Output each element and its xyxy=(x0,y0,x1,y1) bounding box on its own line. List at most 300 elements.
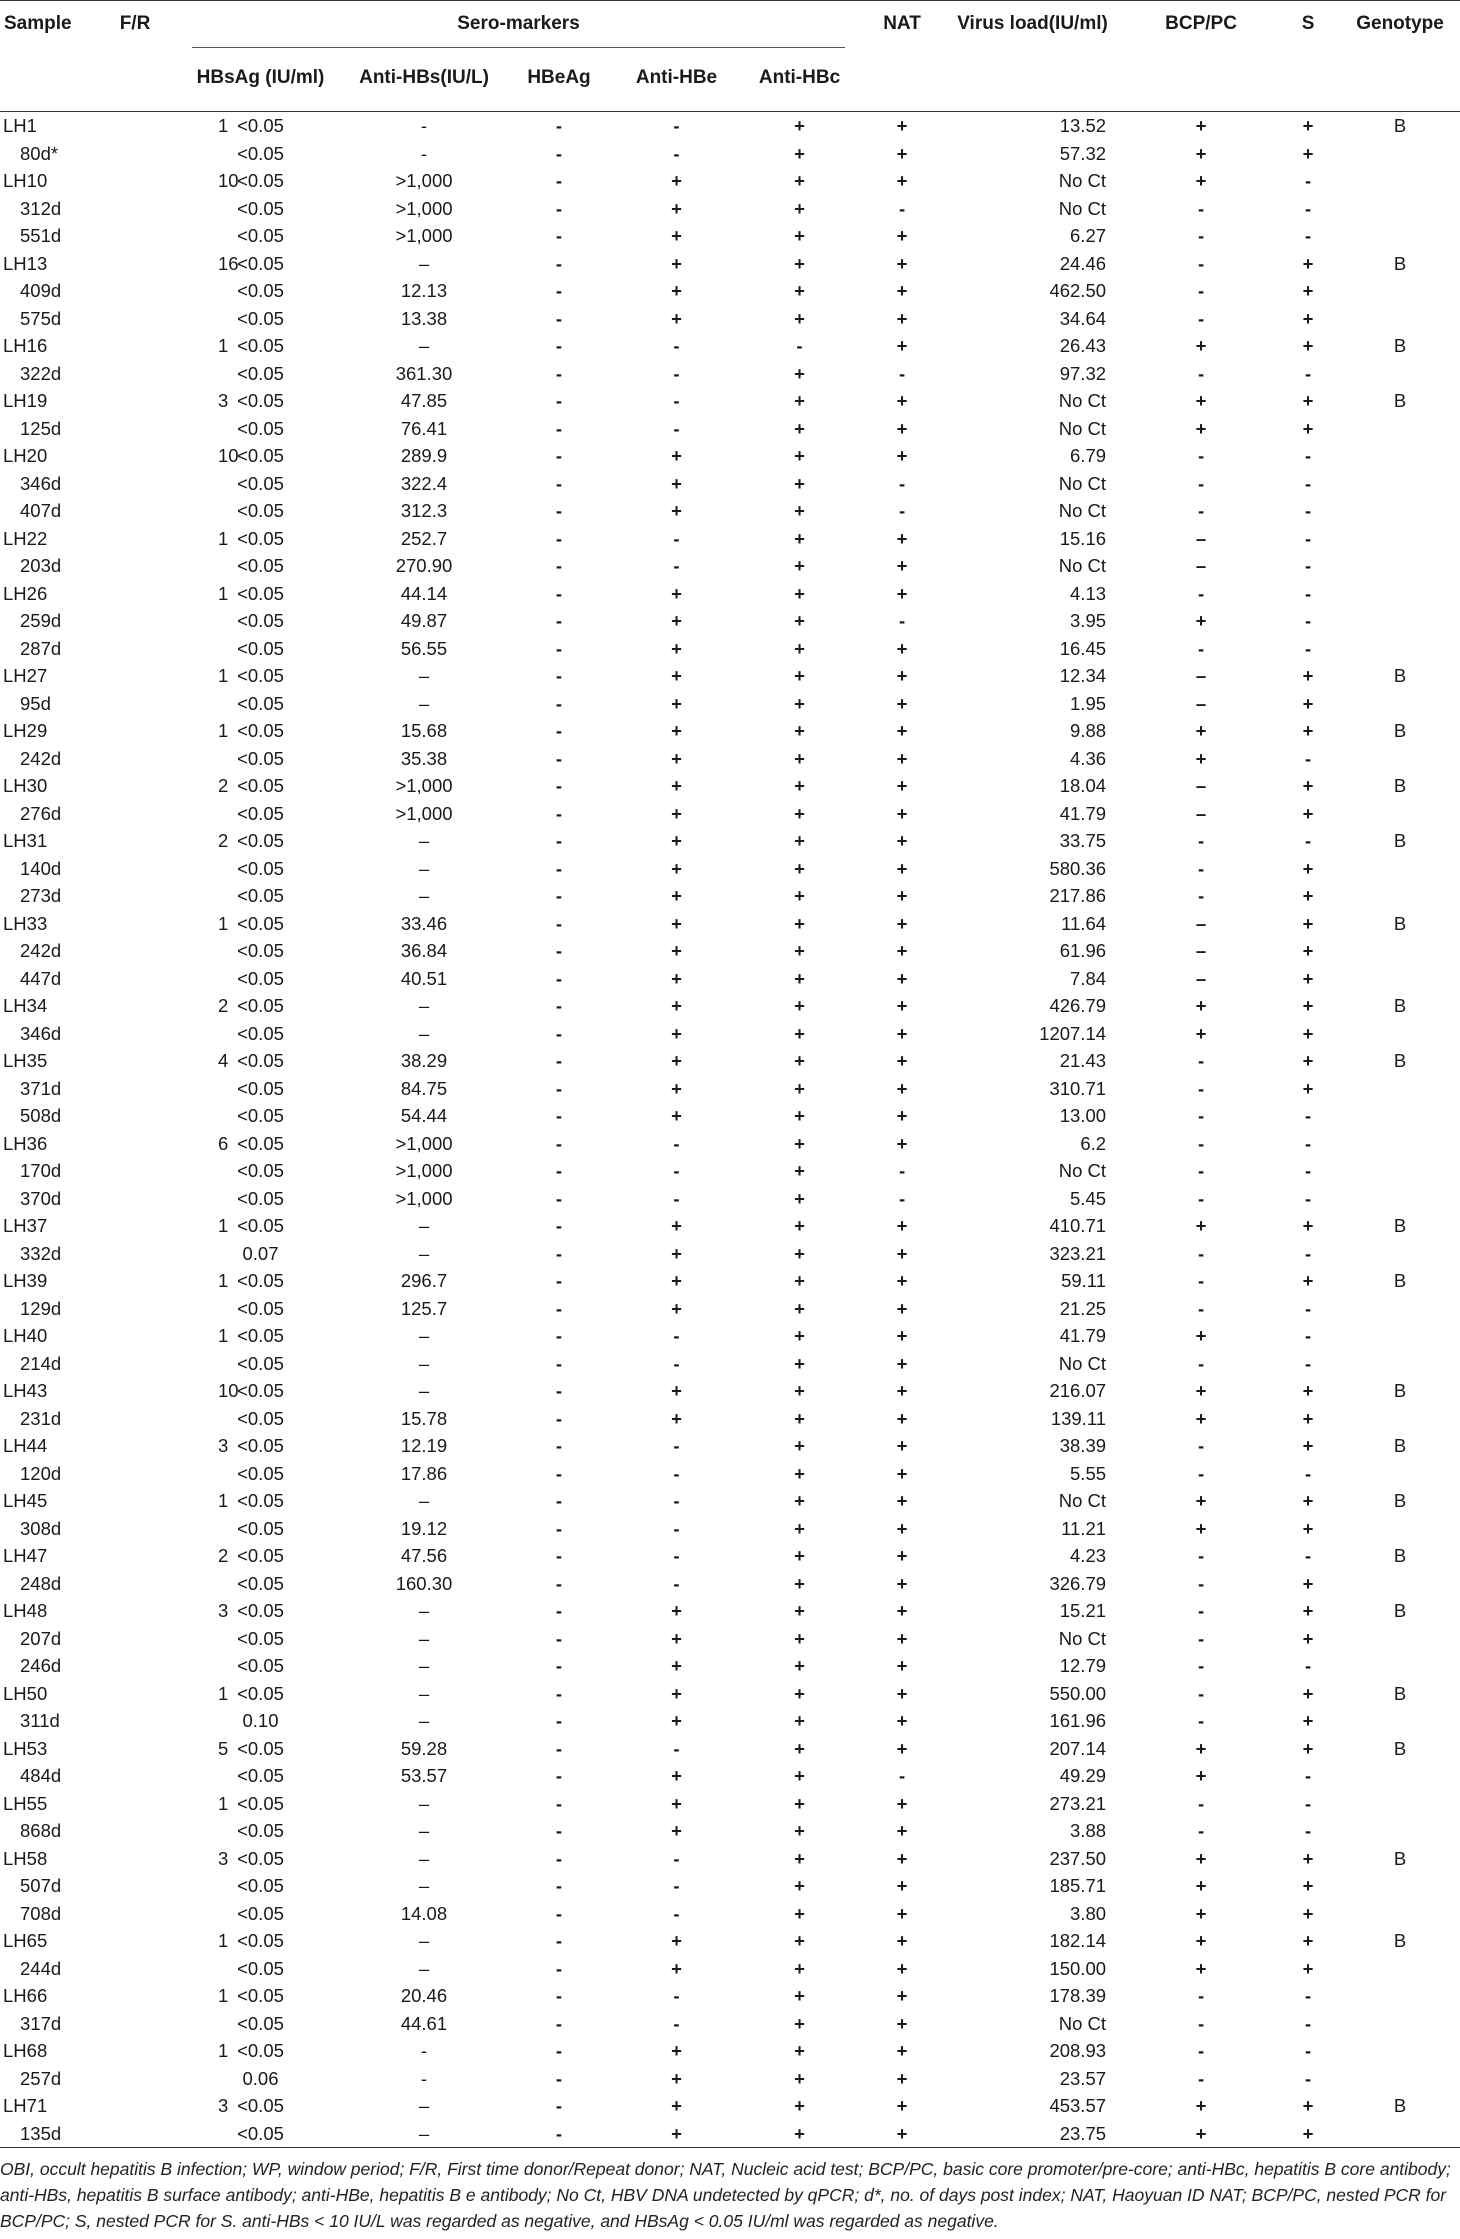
cell-s: + xyxy=(1302,1572,1314,1594)
cell-virus-load: 3.88 xyxy=(1070,1820,1107,1841)
cell-s: - xyxy=(1304,2040,1312,2061)
cell-anti-hbc: + xyxy=(794,1985,805,2006)
cell-fr xyxy=(98,195,172,223)
cell-virus-load: 139.11 xyxy=(1050,1407,1107,1429)
cell-hbsag: <0.05 xyxy=(237,1215,284,1236)
cell-sample: 95d xyxy=(20,692,51,714)
cell-hbeag: - xyxy=(555,885,563,906)
cell-fr xyxy=(98,1075,172,1103)
cell-genotype xyxy=(1340,525,1460,553)
cell-anti-hbc: + xyxy=(794,637,805,659)
cell-virus-load: 3.80 xyxy=(1070,1902,1107,1924)
cell-bcp-pc: – xyxy=(1195,665,1207,686)
cell-nat: + xyxy=(896,995,908,1016)
cell-nat: + xyxy=(896,830,908,851)
header-anti-hbe: Anti-HBe xyxy=(619,57,734,112)
cell-genotype xyxy=(1340,1515,1460,1543)
cell-hbeag: - xyxy=(555,115,563,136)
cell-virus-load: 13.52 xyxy=(1059,115,1107,136)
cell-anti-hbe: + xyxy=(671,637,682,659)
cell-hbsag: <0.05 xyxy=(237,1682,284,1704)
table-row xyxy=(0,1900,1460,1928)
cell-anti-hbc: + xyxy=(794,2095,805,2116)
cell-virus-load: 150.00 xyxy=(1049,1957,1107,1979)
cell-bcp-pc: - xyxy=(1197,1160,1205,1181)
cell-genotype xyxy=(1340,497,1460,525)
cell-bcp-pc: + xyxy=(1195,115,1207,136)
cell-anti-hbc: + xyxy=(794,1875,805,1896)
table-row xyxy=(0,937,1460,965)
cell-fr xyxy=(98,222,172,250)
cell-s: - xyxy=(1304,445,1312,466)
cell-anti-hbs: 125.7 xyxy=(400,1297,448,1319)
cell-anti-hbe: + xyxy=(671,1297,682,1319)
cell-genotype xyxy=(1340,690,1460,718)
table-row xyxy=(0,607,1460,635)
cell-bcp-pc: + xyxy=(1195,1517,1207,1539)
cell-anti-hbe: - xyxy=(673,1132,680,1154)
cell-hbsag: <0.05 xyxy=(237,885,284,906)
cell-hbsag: <0.05 xyxy=(172,2120,349,2148)
cell-hbsag: <0.05 xyxy=(237,2095,284,2116)
header-hbsag: HBsAg (IU/ml) xyxy=(172,57,349,112)
cell-anti-hbe: + xyxy=(671,665,682,686)
cell-anti-hbc: + xyxy=(794,362,805,384)
cell-anti-hbs: 13.38 xyxy=(400,307,448,329)
cell-sample: 868d xyxy=(20,1820,62,1841)
cell-fr xyxy=(98,1405,172,1433)
cell-anti-hbc: + xyxy=(794,1737,805,1759)
cell-nat: + xyxy=(896,1462,908,1484)
cell-hbsag: <0.05 xyxy=(237,912,284,934)
cell-sample: LH53 xyxy=(3,1737,48,1759)
cell-virus-load: 57.32 xyxy=(1059,142,1107,164)
cell-anti-hbe: + xyxy=(671,747,682,769)
cell-s: + xyxy=(1302,115,1314,136)
cell-fr xyxy=(98,965,172,993)
table-row xyxy=(0,1075,1460,1103)
cell-hbeag: - xyxy=(555,2067,563,2089)
cell-genotype: B xyxy=(1393,1215,1407,1236)
cell-anti-hbe: + xyxy=(671,307,682,329)
cell-fr xyxy=(98,1817,172,1845)
cell-genotype: B xyxy=(1393,830,1407,851)
cell-s: + xyxy=(1302,252,1314,274)
cell-anti-hbs: 322.4 xyxy=(400,472,448,494)
cell-genotype xyxy=(1340,552,1460,580)
cell-s: + xyxy=(1302,692,1314,714)
table-row xyxy=(0,2120,1460,2148)
cell-hbsag: <0.05 xyxy=(237,445,284,466)
cell-fr: 1 xyxy=(218,1325,229,1346)
table-row xyxy=(0,525,1460,553)
table-body xyxy=(0,112,1460,2148)
cell-s: + xyxy=(1302,857,1314,879)
cell-anti-hbe: + xyxy=(671,857,682,879)
cell-anti-hbc: + xyxy=(794,857,805,879)
cell-anti-hbs: >1,000 xyxy=(395,775,453,796)
cell-sample: LH37 xyxy=(3,1215,48,1236)
cell-anti-hbs: 47.85 xyxy=(400,390,448,411)
cell-virus-load: 323.21 xyxy=(1049,1242,1107,1264)
header-group-rule xyxy=(192,47,845,48)
cell-fr xyxy=(98,1020,172,1048)
cell-hbeag: - xyxy=(555,1325,563,1346)
cell-sample: 507d xyxy=(20,1875,62,1896)
cell-genotype xyxy=(1340,937,1460,965)
cell-anti-hbc: + xyxy=(794,1297,805,1319)
cell-s: + xyxy=(1302,720,1314,741)
cell-fr xyxy=(98,1460,172,1488)
cell-bcp-pc: - xyxy=(1197,637,1205,659)
cell-bcp-pc: - xyxy=(1197,1132,1205,1154)
cell-bcp-pc: - xyxy=(1197,1462,1205,1484)
cell-fr: 1 xyxy=(218,335,229,356)
cell-genotype xyxy=(1340,855,1460,883)
table-row xyxy=(0,552,1460,580)
cell-fr xyxy=(98,277,172,305)
cell-nat: + xyxy=(896,637,908,659)
cell-anti-hbc: + xyxy=(794,1050,805,1071)
cell-hbsag: <0.05 xyxy=(237,1105,284,1126)
cell-anti-hbe: + xyxy=(671,1270,682,1291)
cell-hbeag: - xyxy=(555,500,563,521)
cell-sample: LH26 xyxy=(3,582,48,604)
table-row xyxy=(0,717,1460,745)
cell-bcp-pc: + xyxy=(1195,720,1207,741)
cell-bcp-pc: + xyxy=(1195,1930,1207,1951)
cell-s: - xyxy=(1304,555,1312,576)
cell-sample: LH33 xyxy=(3,912,48,934)
cell-anti-hbe: + xyxy=(671,280,682,301)
cell-anti-hbc: + xyxy=(794,307,805,329)
cell-anti-hbs: 252.7 xyxy=(400,527,448,549)
cell-sample: LH30 xyxy=(3,775,48,796)
cell-anti-hbc: + xyxy=(794,665,805,686)
cell-fr: 3 xyxy=(218,1847,229,1869)
cell-virus-load: 185.71 xyxy=(1049,1875,1107,1896)
cell-anti-hbe: + xyxy=(671,885,682,906)
cell-hbeag: - xyxy=(555,1490,563,1511)
cell-hbsag: <0.05 xyxy=(237,720,284,741)
cell-hbeag: - xyxy=(555,555,563,576)
cell-virus-load: 15.16 xyxy=(1059,527,1107,549)
cell-bcp-pc: - xyxy=(1197,1050,1205,1071)
header-sero-markers-label: Sero-markers xyxy=(457,13,580,34)
header-anti-hbs: Anti-HBs(IU/L) xyxy=(349,57,499,112)
cell-genotype: B xyxy=(1393,1050,1407,1071)
cell-anti-hbs: 17.86 xyxy=(400,1462,448,1484)
cell-fr xyxy=(98,497,172,525)
cell-anti-hbe: - xyxy=(673,362,680,384)
cell-anti-hbs: 44.14 xyxy=(400,582,448,604)
cell-genotype xyxy=(1340,2037,1460,2065)
cell-fr: 2 xyxy=(218,995,229,1016)
cell-bcp-pc: - xyxy=(1197,1655,1205,1676)
cell-hbeag: - xyxy=(555,582,563,604)
cell-fr: 1 xyxy=(218,912,229,934)
cell-virus-load: 11.64 xyxy=(1061,912,1107,934)
cell-anti-hbc: + xyxy=(794,225,805,246)
cell-hbeag: - xyxy=(555,747,563,769)
cell-virus-load: 38.39 xyxy=(1059,1435,1107,1456)
cell-virus-load: 6.79 xyxy=(1070,445,1107,466)
table-row xyxy=(0,1542,1460,1570)
cell-bcp-pc: - xyxy=(1197,500,1205,521)
cell-anti-hbc: + xyxy=(794,1077,805,1099)
cell-bcp-pc: + xyxy=(1195,995,1207,1016)
cell-anti-hbe: + xyxy=(671,252,682,274)
cell-anti-hbs: – xyxy=(418,252,430,274)
cell-hbeag: - xyxy=(555,1792,563,1814)
cell-anti-hbs: – xyxy=(418,2095,430,2116)
cell-bcp-pc: – xyxy=(1195,775,1207,796)
cell-bcp-pc: - xyxy=(1197,1545,1205,1566)
cell-hbsag: <0.05 xyxy=(237,857,284,879)
cell-fr xyxy=(98,415,172,443)
cell-hbeag: - xyxy=(555,1517,563,1539)
cell-bcp-pc: + xyxy=(1195,1902,1207,1924)
table-row xyxy=(0,1625,1460,1653)
cell-nat: - xyxy=(898,1160,906,1181)
cell-hbsag: <0.05 xyxy=(237,940,284,961)
cell-fr xyxy=(98,360,172,388)
cell-anti-hbe: + xyxy=(671,1105,682,1126)
cell-nat: + xyxy=(896,527,908,549)
cell-s: - xyxy=(1304,1352,1312,1374)
cell-anti-hbe: + xyxy=(671,830,682,851)
cell-s: + xyxy=(1302,280,1314,301)
cell-nat: + xyxy=(896,2095,908,2116)
cell-hbsag: <0.05 xyxy=(237,1325,284,1346)
cell-bcp-pc: + xyxy=(1195,1847,1207,1869)
table-row xyxy=(0,1570,1460,1598)
cell-anti-hbc: + xyxy=(794,555,805,576)
cell-s: + xyxy=(1302,940,1314,961)
cell-virus-load: No Ct xyxy=(1058,500,1107,521)
cell-genotype: B xyxy=(1393,1600,1407,1621)
cell-bcp-pc: + xyxy=(1195,1490,1207,1511)
cell-genotype xyxy=(1340,1625,1460,1653)
cell-virus-load: No Ct xyxy=(1058,170,1107,191)
cell-nat: + xyxy=(896,665,908,686)
cell-sample: LH50 xyxy=(3,1682,48,1704)
cell-hbeag: - xyxy=(555,2040,563,2061)
cell-bcp-pc: - xyxy=(1197,582,1205,604)
cell-virus-load: 453.57 xyxy=(1049,2095,1107,2116)
cell-anti-hbc: + xyxy=(794,720,805,741)
cell-nat: + xyxy=(896,1847,908,1869)
cell-fr: 1 xyxy=(218,115,229,136)
cell-bcp-pc: - xyxy=(1197,1820,1205,1841)
cell-s: + xyxy=(1302,1682,1314,1704)
cell-sample: 708d xyxy=(20,1902,62,1924)
cell-genotype: B xyxy=(1393,1737,1407,1759)
cell-anti-hbc: + xyxy=(794,142,805,164)
cell-anti-hbe: - xyxy=(673,2012,680,2034)
table-row xyxy=(0,1845,1460,1873)
cell-anti-hbe: + xyxy=(671,1957,682,1979)
cell-hbeag: - xyxy=(555,1737,563,1759)
cell-virus-load: No Ct xyxy=(1058,1352,1107,1374)
cell-s: - xyxy=(1304,582,1312,604)
cell-bcp-pc: - xyxy=(1197,1710,1205,1731)
cell-sample: LH47 xyxy=(3,1545,48,1566)
cell-fr xyxy=(98,1295,172,1323)
table-row xyxy=(0,167,1460,195)
cell-hbsag: <0.05 xyxy=(237,1847,284,1869)
cell-anti-hbs: 47.56 xyxy=(400,1545,448,1566)
cell-sample: 214d xyxy=(20,1352,62,1374)
cell-fr: 1 xyxy=(218,582,229,604)
cell-fr: 2 xyxy=(218,1545,229,1566)
cell-hbeag: - xyxy=(555,610,563,631)
cell-anti-hbc: + xyxy=(794,1957,805,1979)
cell-bcp-pc: - xyxy=(1197,1572,1205,1594)
cell-genotype xyxy=(1340,470,1460,498)
cell-s: + xyxy=(1302,1902,1314,1924)
cell-nat: + xyxy=(896,417,908,439)
cell-anti-hbe: + xyxy=(671,2095,682,2116)
cell-sample: LH55 xyxy=(3,1792,48,1814)
cell-bcp-pc: – xyxy=(1195,967,1207,989)
cell-virus-load: 4.13 xyxy=(1070,582,1107,604)
cell-hbeag: - xyxy=(555,445,563,466)
cell-sample: 207d xyxy=(20,1627,62,1649)
cell-hbeag: - xyxy=(499,2120,619,2148)
cell-nat: + xyxy=(896,1902,908,1924)
cell-fr: 4 xyxy=(218,1050,229,1071)
cell-sample: 370d xyxy=(20,1187,62,1209)
cell-bcp-pc: - xyxy=(1197,362,1205,384)
cell-anti-hbs: 38.29 xyxy=(400,1050,448,1071)
cell-bcp-pc: + xyxy=(1195,1380,1207,1401)
cell-hbsag: 0.10 xyxy=(242,1710,279,1731)
table-row xyxy=(0,497,1460,525)
cell-virus-load: 5.45 xyxy=(1070,1187,1107,1209)
cell-hbsag: 0.07 xyxy=(242,1242,279,1264)
cell-genotype xyxy=(1340,1872,1460,1900)
table-row xyxy=(0,1185,1460,1213)
cell-genotype xyxy=(1340,800,1460,828)
cell-hbsag: <0.05 xyxy=(237,142,284,164)
cell-bcp-pc: - xyxy=(1197,1682,1205,1704)
cell-anti-hbe: - xyxy=(673,555,680,576)
cell-nat: + xyxy=(896,307,908,329)
cell-sample: LH34 xyxy=(3,995,48,1016)
cell-anti-hbe: + xyxy=(671,802,682,824)
cell-anti-hbc: + xyxy=(794,802,805,824)
cell-s: + xyxy=(1302,1270,1314,1291)
cell-anti-hbe: - xyxy=(673,335,680,356)
cell-bcp-pc: - xyxy=(1197,1985,1205,2006)
cell-virus-load: 207.14 xyxy=(1049,1737,1107,1759)
cell-anti-hbs: – xyxy=(418,1820,430,1841)
table-row xyxy=(0,1817,1460,1845)
cell-anti-hbe: + xyxy=(671,1765,682,1786)
cell-anti-hbs: 59.28 xyxy=(400,1737,448,1759)
cell-anti-hbs: 56.55 xyxy=(400,637,448,659)
cell-hbeag: - xyxy=(555,197,563,219)
cell-anti-hbs: – xyxy=(349,2120,499,2148)
cell-bcp-pc: + xyxy=(1195,170,1207,191)
cell-anti-hbs: 53.57 xyxy=(400,1765,448,1786)
cell-anti-hbs: 270.90 xyxy=(395,555,453,576)
cell-hbsag: <0.05 xyxy=(237,1160,284,1181)
cell-hbeag: - xyxy=(555,665,563,686)
cell-hbeag: - xyxy=(555,802,563,824)
cell-anti-hbc: + xyxy=(794,692,805,714)
cell-s: + xyxy=(1302,1930,1314,1951)
cell-sample: LH29 xyxy=(3,720,48,741)
cell-s: + xyxy=(1302,775,1314,796)
cell-virus-load: 26.43 xyxy=(1059,335,1107,356)
cell-anti-hbc: + xyxy=(794,582,805,604)
header-hbeag: HBeAg xyxy=(499,57,619,112)
cell-bcp-pc: + xyxy=(1195,747,1207,769)
cell-s: + xyxy=(1302,1847,1314,1869)
cell-anti-hbe: - xyxy=(673,1435,680,1456)
cell-hbsag: <0.05 xyxy=(237,802,284,824)
cell-nat: + xyxy=(896,1517,908,1539)
cell-sample: 317d xyxy=(20,2012,62,2034)
cell-anti-hbc: + xyxy=(794,445,805,466)
cell-anti-hbs: 84.75 xyxy=(400,1077,448,1099)
table-row xyxy=(0,1432,1460,1460)
cell-hbsag: <0.05 xyxy=(237,1517,284,1539)
cell-bcp-pc: + xyxy=(1195,1407,1207,1429)
cell-s: - xyxy=(1304,197,1312,219)
cell-hbsag: <0.05 xyxy=(237,417,284,439)
cell-hbeag: - xyxy=(555,1022,563,1044)
cell-genotype: B xyxy=(1393,2095,1407,2116)
cell-genotype xyxy=(1340,1295,1460,1323)
cell-anti-hbs: 12.19 xyxy=(400,1435,448,1456)
cell-anti-hbe: + xyxy=(671,225,682,246)
cell-genotype: B xyxy=(1393,1380,1407,1401)
cell-fr: 6 xyxy=(218,1132,229,1154)
cell-hbeag: - xyxy=(555,940,563,961)
table-row xyxy=(0,1157,1460,1185)
cell-genotype: B xyxy=(1393,1435,1407,1456)
cell-sample: LH39 xyxy=(3,1270,48,1291)
cell-virus-load: 4.23 xyxy=(1070,1545,1107,1566)
cell-hbeag: - xyxy=(555,1132,563,1154)
cell-virus-load: 326.79 xyxy=(1049,1572,1107,1594)
cell-genotype xyxy=(1340,1350,1460,1378)
cell-nat: + xyxy=(896,1655,908,1676)
cell-sample: 129d xyxy=(20,1297,62,1319)
cell-bcp-pc: - xyxy=(1197,1077,1205,1099)
cell-hbsag: <0.05 xyxy=(237,1572,284,1594)
cell-s: + xyxy=(1302,1022,1314,1044)
cell-sample: LH27 xyxy=(3,665,48,686)
cell-hbeag: - xyxy=(555,1077,563,1099)
cell-anti-hbs: 40.51 xyxy=(400,967,448,989)
cell-anti-hbe: - xyxy=(673,1462,680,1484)
cell-fr xyxy=(98,1652,172,1680)
cell-nat: + xyxy=(896,582,908,604)
cell-anti-hbc: + xyxy=(794,1187,805,1209)
table-row xyxy=(0,690,1460,718)
cell-hbeag: - xyxy=(555,1297,563,1319)
cell-s: + xyxy=(1302,1215,1314,1236)
cell-sample: 259d xyxy=(20,610,62,631)
cell-anti-hbs: – xyxy=(418,1352,430,1374)
cell-nat: + xyxy=(896,1380,908,1401)
cell-hbsag: <0.05 xyxy=(237,1545,284,1566)
cell-anti-hbs: – xyxy=(418,1875,430,1896)
